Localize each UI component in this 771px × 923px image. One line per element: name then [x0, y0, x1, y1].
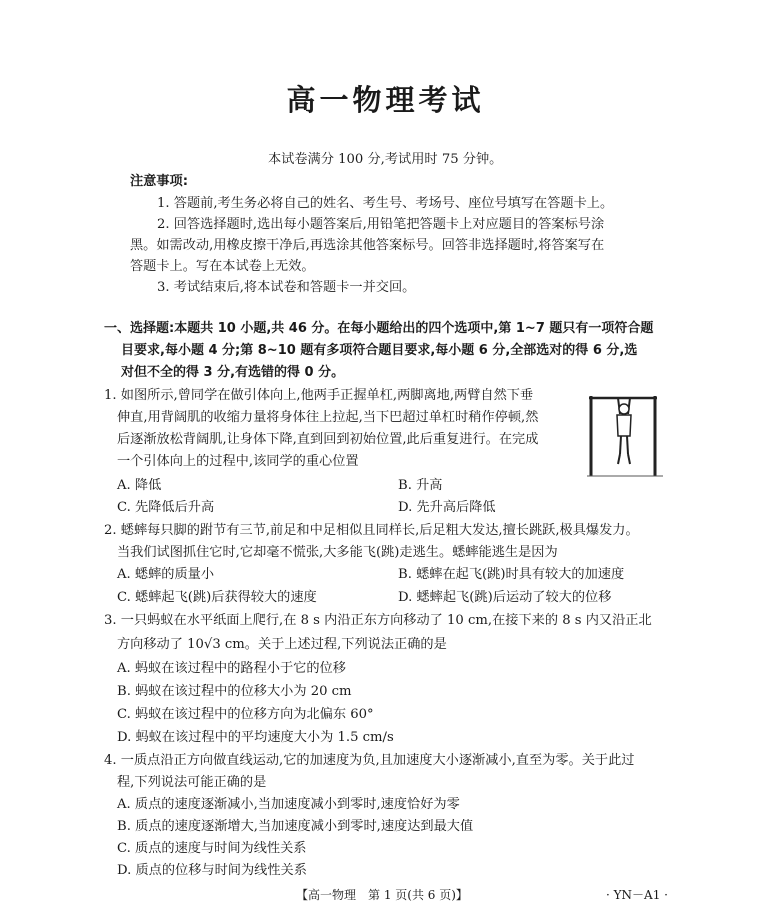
q4-stem-line: 4. 一质点沿正方向做直线运动,它的加速度为负,且加速度大小逐渐减小,直至为零。关于此过	[104, 753, 635, 768]
q3-stem-line: 方向移动了 10√3 cm。关于上述过程,下列说法正确的是	[117, 637, 447, 652]
notice-heading: 注意事项:	[130, 174, 189, 189]
notice-line: 2. 回答选择题时,选出每小题答案后,用铅笔把答题卡上对应题目的答案标号涂	[157, 217, 605, 232]
section-header-line: 一、选择题:本题共 10 小题,共 46 分。在每小题给出的四个选项中,第 1~7 题只有一项符合题	[104, 321, 654, 336]
exam-intro: 本试卷满分 100 分,考试用时 75 分钟。	[268, 152, 503, 167]
q2-option-c: C. 蟋蟀起飞(跳)后获得较大的速度	[117, 590, 317, 605]
section-header-line: 对但不全的得 3 分,有选错的得 0 分。	[121, 365, 345, 380]
q3-option-d: D. 蚂蚁在该过程中的平均速度大小为 1.5 cm/s	[117, 730, 394, 745]
q3-option-c: C. 蚂蚁在该过程中的位移方向为北偏东 60°	[117, 707, 374, 722]
q2-stem-line: 当我们试图抓住它时,它却毫不慌张,大多能飞(跳)走逃生。蟋蟀能逃生是因为	[117, 545, 558, 560]
q4-stem-line: 程,下列说法可能正确的是	[117, 775, 267, 790]
paper-code: · YN－A1 ·	[606, 888, 668, 902]
page-footer: 【高一物理 第 1 页(共 6 页)】	[296, 888, 468, 902]
q3-stem-line: 3. 一只蚂蚁在水平纸面上爬行,在 8 s 内沿正东方向移动了 10 cm,在接下来的 8 s 内又沿正北	[104, 613, 652, 628]
pull-up-figure	[585, 392, 665, 478]
q1-option-b: B. 升高	[398, 478, 443, 493]
exam-title: 高一物理考试	[286, 83, 485, 117]
q1-option-a: A. 降低	[117, 478, 162, 493]
q4-option-d: D. 质点的位移与时间为线性关系	[117, 863, 307, 878]
q4-option-a: A. 质点的速度逐渐减小,当加速度减小到零时,速度恰好为零	[117, 797, 460, 812]
q1-stem-line: 1. 如图所示,曾同学在做引体向上,他两手正握单杠,两脚离地,两臂自然下垂	[104, 388, 534, 403]
q2-stem-line: 2. 蟋蟀每只脚的跗节有三节,前足和中足相似且同样长,后足粗大发达,擅长跳跃,极具爆发力。	[104, 523, 639, 538]
q1-stem-line: 后逐渐放松背阔肌,让身体下降,直到回到初始位置,此后重复进行。在完成	[117, 432, 539, 447]
q4-option-c: C. 质点的速度与时间为线性关系	[117, 841, 307, 856]
q3-option-b: B. 蚂蚁在该过程中的位移大小为 20 cm	[117, 684, 352, 699]
notice-line: 黑。如需改动,用橡皮擦干净后,再选涂其他答案标号。回答非选择题时,将答案写在	[130, 238, 605, 253]
q2-option-d: D. 蟋蟀起飞(跳)后运动了较大的位移	[398, 590, 612, 605]
q2-option-b: B. 蟋蟀在起飞(跳)时具有较大的加速度	[398, 567, 625, 582]
q2-option-a: A. 蟋蟀的质量小	[117, 567, 215, 582]
notice-line: 答题卡上。写在本试卷上无效。	[130, 259, 315, 274]
q3-option-a: A. 蚂蚁在该过程中的路程小于它的位移	[117, 661, 346, 676]
notice-line: 1. 答题前,考生务必将自己的姓名、考生号、考场号、座位号填写在答题卡上。	[157, 196, 614, 211]
q4-option-b: B. 质点的速度逐渐增大,当加速度减小到零时,速度达到最大值	[117, 819, 474, 834]
section-header-line: 目要求,每小题 4 分;第 8~10 题有多项符合题目要求,每小题 6 分,全部选对的得 6 分,选	[121, 343, 638, 358]
notice-line: 3. 考试结束后,将本试卷和答题卡一并交回。	[157, 280, 416, 295]
q1-option-d: D. 先升高后降低	[398, 500, 496, 515]
q1-stem-line: 伸直,用背阔肌的收缩力量将身体往上拉起,当下巴超过单杠时稍作停顿,然	[117, 410, 539, 425]
q1-option-c: C. 先降低后升高	[117, 500, 215, 515]
q1-stem-line: 一个引体向上的过程中,该同学的重心位置	[117, 454, 359, 469]
